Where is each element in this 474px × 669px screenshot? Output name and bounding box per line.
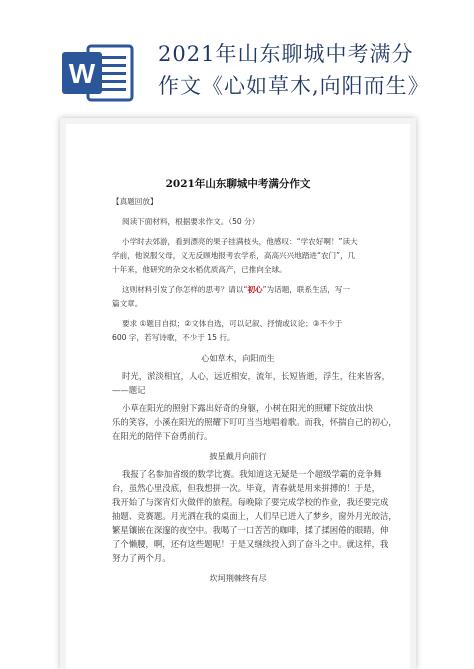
prompt-p3 <box>122 284 422 296</box>
essay-paragraph-line: 我报了名参加省级的数学比赛。我知道这无疑是一个超级学霸的竞争舞 <box>122 469 382 479</box>
essay-title: 心如草木，向阳而生 <box>201 353 275 363</box>
keyword-chuxin: 初心 <box>247 285 263 294</box>
prompt-heading: 【真题回放】 <box>112 197 158 206</box>
essay-paragraph-line: 台，虽然心里没底，但我想拼一次。毕竟，青春就是用来拼搏的！于是， <box>112 483 380 493</box>
essay-paragraph-line: 抽题、竞赛题。月光洒在我的桌面上，人们早已进入了梦乡，窗外月光皎洁， <box>112 511 397 521</box>
page-preview[interactable] <box>66 124 410 669</box>
essay-paragraph-line: 我开始了与深宵灯火做伴的旅程。每晚除了要完成学校的作业，我还要完成 <box>112 497 389 507</box>
prompt-p2-line: 十年来，他研究的杂交水稻优质高产，已推向全球。 <box>112 265 287 274</box>
essay-paragraph-line: 了个懒腰，啊，还有这些题呢！于是又继续投入到了奋斗之中。就这样，我 <box>112 539 389 549</box>
prompt-p2-line: 学前，他说服父母，义无反顾地报考农学系，高高兴兴地踏进“农门”，几 <box>112 251 356 260</box>
title-line-2: 作文《心如草木,向阳而生》 <box>158 74 430 98</box>
document-title <box>158 38 430 102</box>
essay-paragraph-line: 乐的笑容，小溪在阳光的照耀下叮叮当当地唱着歌。而我，怀揣自己的初心， <box>112 417 397 427</box>
requirements-line: 600 字，若写诗歌，不少于 15 行。 <box>112 333 235 342</box>
essay-paragraph-line: 在阳光的陪伴下奋勇前行。 <box>112 431 213 441</box>
essay-paragraph-line: 努力了两个月。 <box>112 553 171 563</box>
title-line-1: 2021年山东聊城中考满分 <box>158 42 414 66</box>
prompt-p1: 阅读下面材料，根据要求作文。（50 分） <box>122 217 260 226</box>
svg-text:W: W <box>68 58 96 89</box>
essay-intro-line: 时光，淤淡相宜，人心，远近相安，流年，长短皆逝，浮生，往来皆客， <box>122 371 390 381</box>
word-document-icon <box>60 40 138 106</box>
prompt-p3-b: ”为话题，联系生活，写一 <box>262 285 351 294</box>
prompt-p3-c: 篇文章。 <box>112 299 143 308</box>
page-title: 2021年山东聊城中考满分作文 <box>165 178 311 190</box>
essay-paragraph-line: 繁星镶嵌在深邃的夜空中。我喝了一口苦苦的咖啡，揉了揉困倦的眼睛，伸 <box>112 525 389 535</box>
prompt-p2-line: 小学时去郊游，看到漂亮的果子挂满枝头，他感叹：“学农好啊！”读大 <box>122 237 358 246</box>
prompt-p3-a: 这则材料引发了你怎样的思考？请以“ <box>122 285 248 294</box>
section-title-2: 坎坷荆棘终有尽 <box>209 573 267 583</box>
requirements-line: 要求 ①题目自拟；②文体自选，可以记叙、抒情或议论；③不少于 <box>122 319 343 328</box>
essay-intro-signature: ——题记 <box>112 385 146 395</box>
header <box>0 0 474 118</box>
essay-paragraph-line: 小草在阳光的照射下露出好奇的身躯，小树在阳光的照耀下绽放出快 <box>122 403 374 413</box>
section-title: 披星戴月向前行 <box>209 451 267 461</box>
